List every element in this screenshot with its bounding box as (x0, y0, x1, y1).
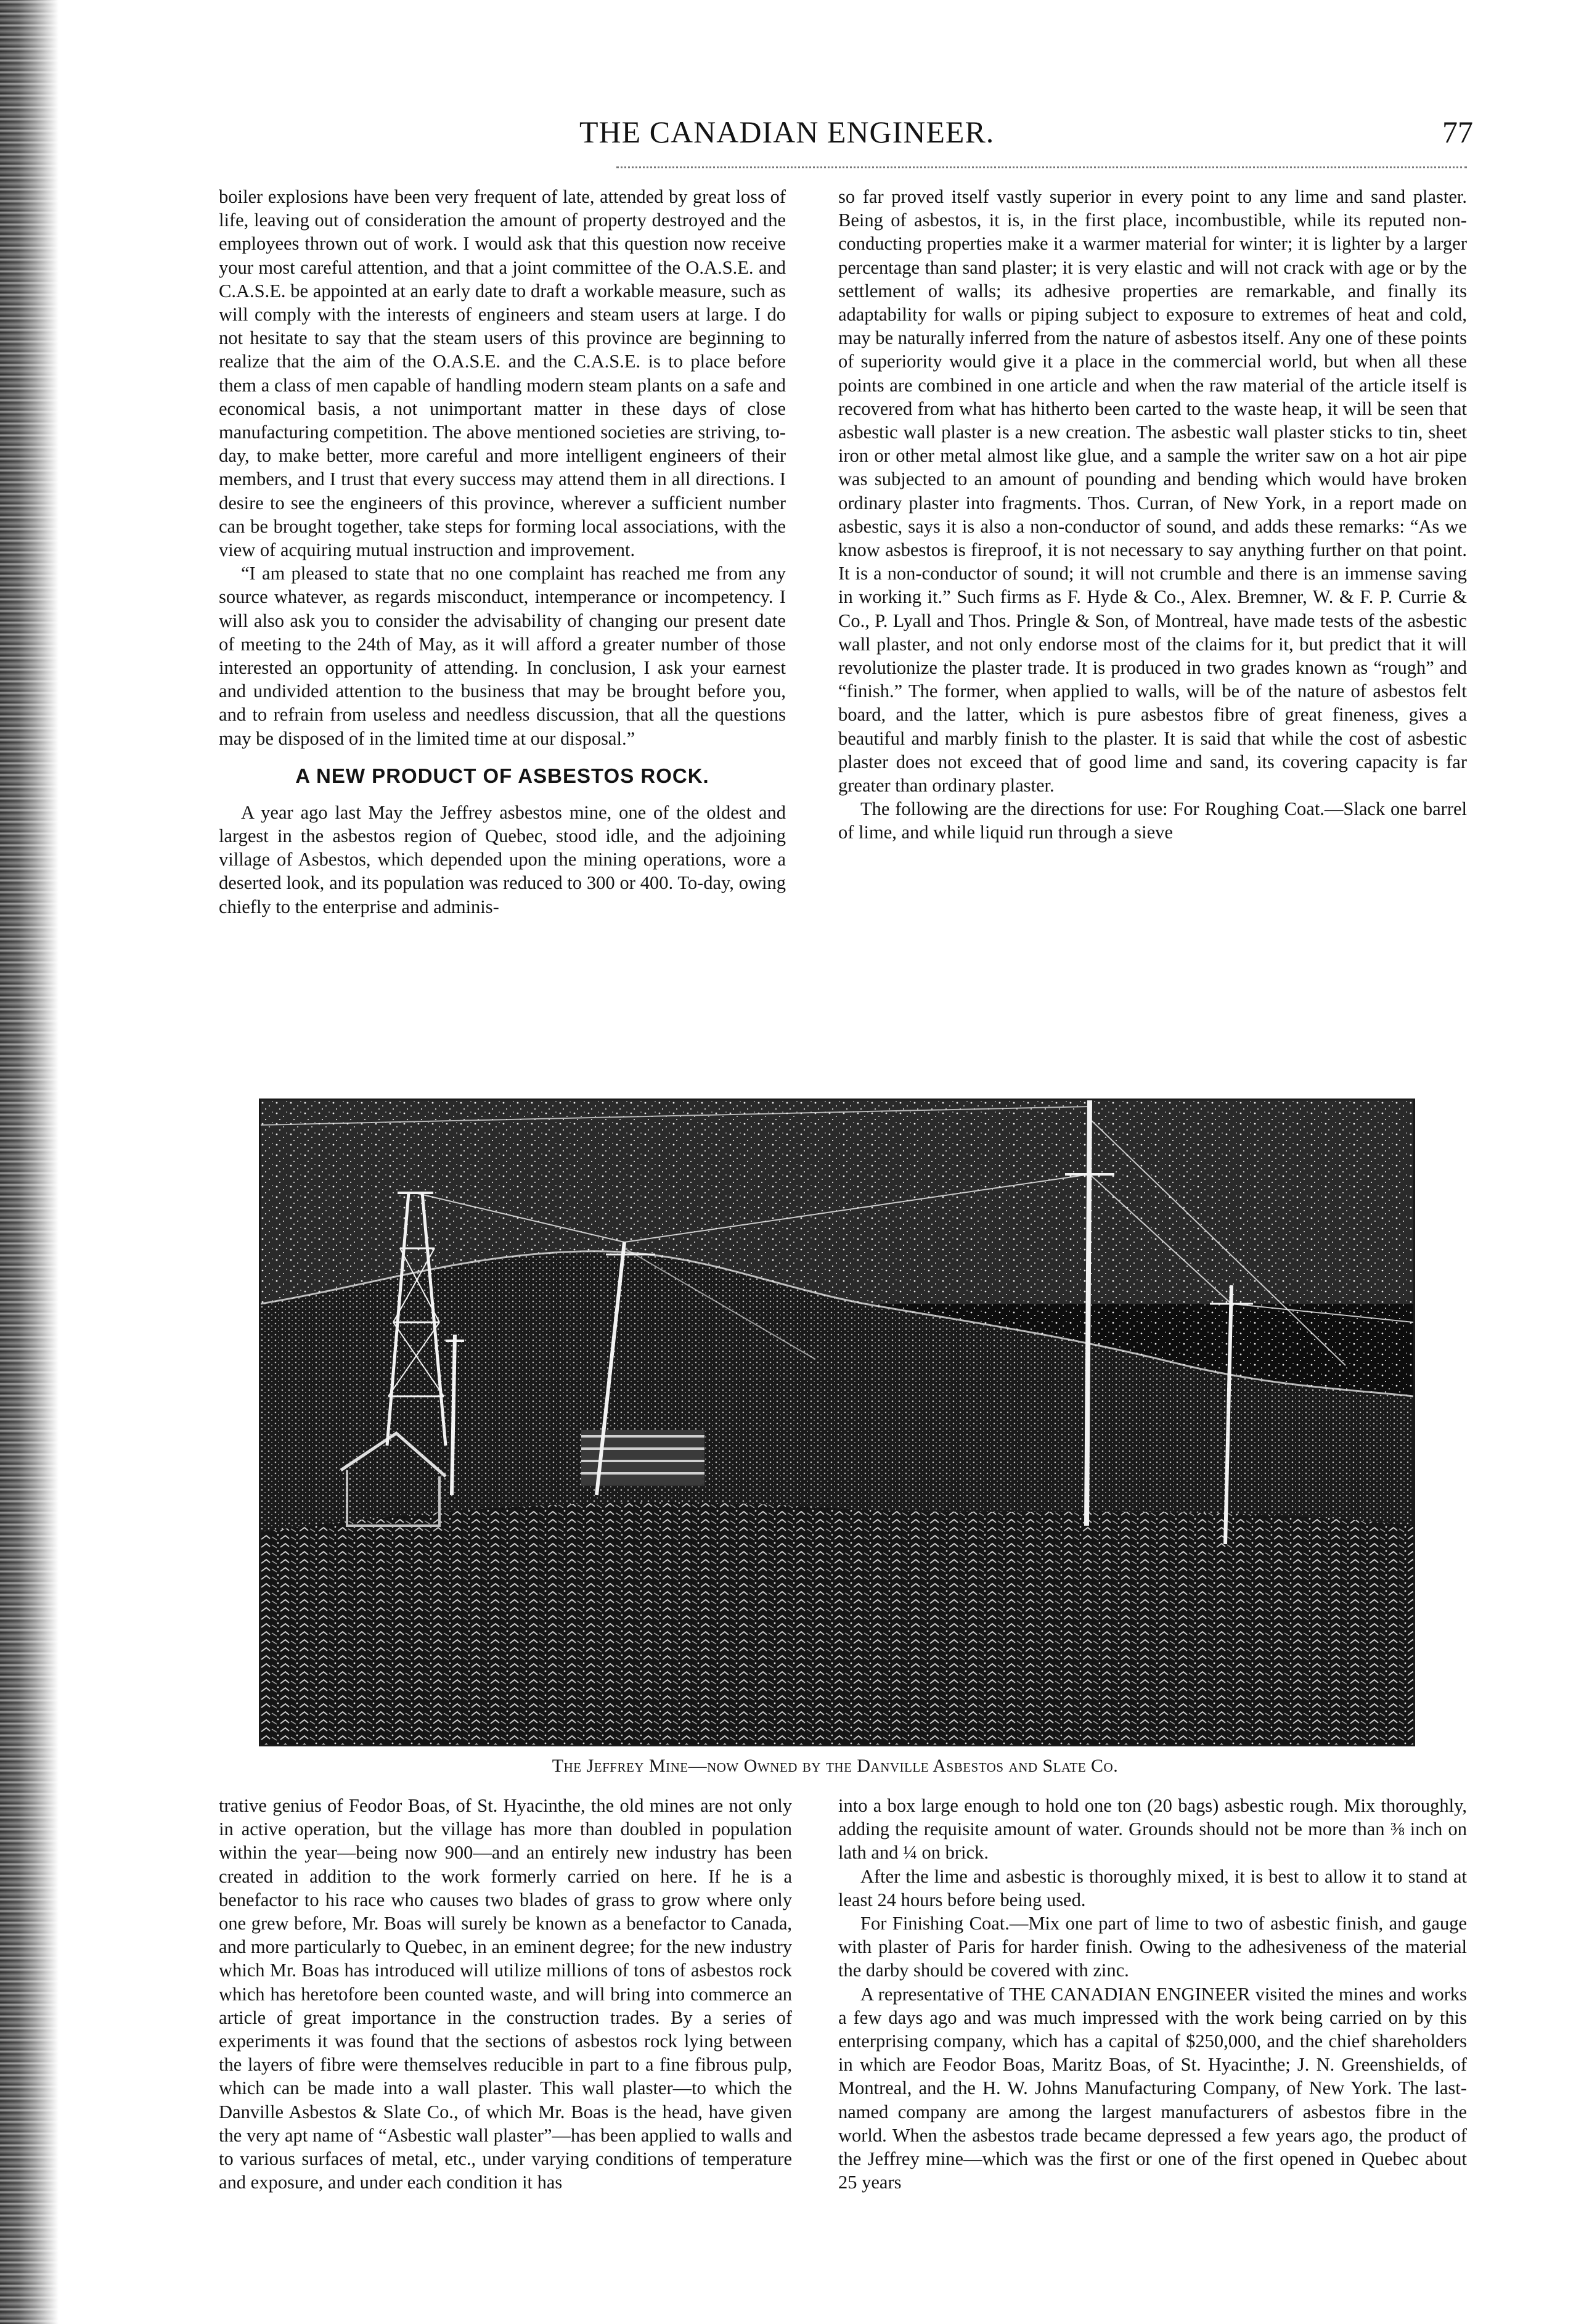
paragraph: into a box large enough to hold one ton (20 bags) asbestic rough. Mix thoroughly, adding the requisite amount of water. Grounds should not be more than ⅜ inch on lath and ¼ on brick. (838, 1795, 1467, 1864)
paragraph: “I am pleased to state that no one complaint has reached me from any source whatever, as regards misconduct, intemperance or incompetency. I will also ask you to consider the advisability of changing our present date of meeting to the 24th of May, as it will afford a greater number of those interested an opportunity of attending. In conclusion, I ask your earnest and undivided attention to the business that may be brought before you, and to refrain from useless and needless discussion, that all the questions may be disposed of in the limited time at our disposal.” (219, 563, 786, 749)
page-header (259, 114, 1473, 157)
header-rule (616, 166, 1467, 168)
paragraph: boiler explosions have been very frequent of late, attended by great loss of life, leaving out of consideration the amount of property destroyed and the employees thrown out of work. I would ask that this question now receive your most careful attention, and that a joint committee of the O.A.S.E. and C.A.S.E. be appointed at an early date to draft a workable measure, such as will comply with the interests of engineers and steam users at large. I do not hesitate to say that the steam users of this province are beginning to realize that the aim of the O.A.S.E. and the C.A.S.E. is to place before them a class of men capable of handling modern steam plants on a safe and economical basis, a not unimportant matter in these days of close manufacturing competition. The above mentioned societies are striving, to-day, to make better, more careful and more intelligent engineers of their members, and I trust that every success may attend them in all directions. I desire to see the engineers of this province, wherever a sufficient number can be brought together, take steps for forming local associations, with the view of acquiring mutual instruction and improvement. (219, 186, 786, 561)
column-top-left (219, 185, 786, 1073)
paragraph: After the lime and asbestic is thoroughly mixed, it is best to allow it to stand at least 24 hours before being used. (838, 1865, 1467, 1910)
column-top-right (838, 185, 1467, 1073)
figure-caption: The Jeffrey Mine—now Owned by the Danville Asbestos and Slate Co. (552, 1756, 1119, 1776)
column-bottom-right (838, 1794, 1467, 2299)
paragraph: trative genius of Feodor Boas, of St. Hyacinthe, the old mines are not only in active operation, but the village has more than doubled in population within the year—being now 900—and an entirely new industry has been created in addition to the work formerly carried on here. If he is a benefactor to his race who causes two blades of grass to grow where only one grew before, Mr. Boas will surely be known as a benefactor to Canada, and more particularly to Quebec, in an eminent degree; for the new industry which Mr. Boas has introduced will utilize millions of tons of asbestos rock which has heretofore been counted waste, and will bring into commerce an article of great importance in the construction trades. By a series of experiments it was found that the sections of asbestos rock lying between the layers of fibre were themselves reducible in part to a fine fibrous pulp, which can be made into a wall plaster. This wall plaster—to which the Danville Asbestos & Slate Co., of which Mr. Boas is the head, have given the very apt name of “Asbestic wall plaster”—has been applied to walls and to various surfaces of metal, etc., under varying conditions of temperature and exposure, and under each condition it has (219, 1795, 792, 2193)
paragraph: so far proved itself vastly superior in every point to any lime and sand plaster. Being of asbestos, it is, in the first place, incombustible, while its reputed non-conducting properties make it a warmer material for winter; it is lighter by a larger percentage than sand plaster; it is very elastic and will not crack with age or by the settlement of walls; its adhesive properties are remarkable, and finally its adaptability for walls or piping subject to exposure to extremes of heat and cold, may be naturally inferred from the nature of asbestos itself. Any one of these points of superiority would give it a place in the commercial world, but when all these points are combined in one article and when the raw material of the article itself is recovered from what has hitherto been carted to the waste heap, it will be seen that asbestic wall plaster is a new creation. The asbestic wall plaster sticks to tin, sheet iron or other metal almost like glue, and a sample the writer saw on a hot air pipe was subjected to an amount of pounding and bending which would have broken ordinary plaster into fragments. Thos. Curran, of New York, in a report made on asbestic, says it is also a non-conductor of sound, and adds these remarks: “As we know asbestos is fireproof, it is not necessary to say anything further on that point. It is a non-conductor of sound; it will not crumble and there is an immense saving in working it.” Such firms as F. Hyde & Co., Alex. Bremner, W. & F. P. Currie & Co., P. Lyall and Thos. Pringle & Son, of Montreal, have made tests of the asbestic wall plaster, and not only endorse most of the claims for it, but predict that it will revolutionize the plaster trade. It is produced in two grades known as “rough” and “finish.” The former, when applied to walls, will be of the nature of asbestos felt board, and the latter, which is pure asbestos fibre of great fineness, gives a beautiful and marbly finish to the plaster. It is said that while the cost of asbestic plaster does not exceed that of good lime and sand, its covering capacity is far greater than ordinary plaster. (838, 186, 1467, 796)
paragraph: A representative of THE CANADIAN ENGINEER visited the mines and works a few days ago and was much impressed with the work being carried on by this enterprising company, which has a capital of $250,000, and the chief shareholders in which are Feodor Boas, Maritz Boas, of St. Hyacinthe; J. N. Greenshields, of Montreal, and the H. W. Johns Manufacturing Company, of New York. The last-named company are among the largest manufacturers of asbestos fibre in the world. When the asbestos trade became depressed a few years ago, the product of the Jeffrey mine—which was the first or one of the first opened in Quebec about 25 years (838, 1983, 1467, 2193)
article-heading: A NEW PRODUCT OF ASBESTOS ROCK. (295, 764, 709, 787)
column-bottom-left (219, 1794, 792, 2299)
mine-photograph (259, 1099, 1415, 1746)
paragraph: The following are the directions for use: For Roughing Coat.—Slack one barrel of lime, and while liquid run through a sieve (838, 798, 1467, 843)
running-head: THE CANADIAN ENGINEER. (579, 115, 995, 149)
paragraph: For Finishing Coat.—Mix one part of lime to two of asbestic finish, and gauge with plaster of Paris for harder finish. Owing to the adhesiveness of the material the darby should be covered with zinc. (838, 1913, 1467, 1981)
mine-photograph-illustration (261, 1100, 1413, 1745)
paragraph: A year ago last May the Jeffrey asbestos mine, one of the oldest and largest in the asbestos region of Quebec, stood idle, and the adjoining village of Asbestos, which depended upon the mining operations, wore a deserted look, and its population was reduced to 300 or 400. To-day, owing chiefly to the enterprise and adminis- (219, 801, 786, 917)
page-number: 77 (1442, 115, 1473, 149)
page-binding-edge (0, 0, 59, 2324)
